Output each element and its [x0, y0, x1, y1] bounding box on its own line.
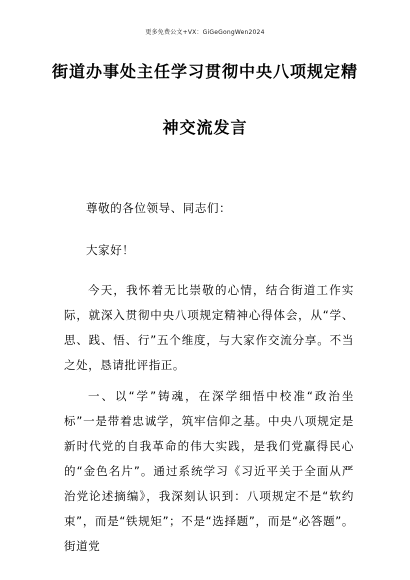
- document-title-line-1: 街道办事处主任学习贯彻中央八项规定精: [51, 62, 358, 81]
- salutation: 尊敬的各位领导、同志们：: [86, 201, 232, 215]
- header-note: 更多免费公文+VX：GiGeGongWen2024: [145, 29, 265, 36]
- paragraph-intro: 今天，我怀着无比崇敬的心情，结合街道工作实际，就深入贯彻中央八项规定精神心得体会，从“学、思、践、悟、行”五个维度，与大家作交流分享。不当之处，恳请批评指正。: [64, 283, 354, 372]
- paragraph-section-one: 一、以“学”铸魂，在深学细悟中校准“政治坐标”一是带着忠诚学，筑牢信仰之基。中央八项规定是新时代党的自我革命的伟大实践，是我们党赢得民心的“金色名片”。通过系统学习《习近平关于全面从严治党论述摘编》，我深刻认识到：八项规定不是“软约束”，而是“铁规矩”；不是“选择题”，而是“必答题”。街道党: [64, 389, 354, 553]
- document-title-line-2: 神交流发言: [162, 118, 248, 137]
- greeting: 大家好！: [86, 243, 135, 257]
